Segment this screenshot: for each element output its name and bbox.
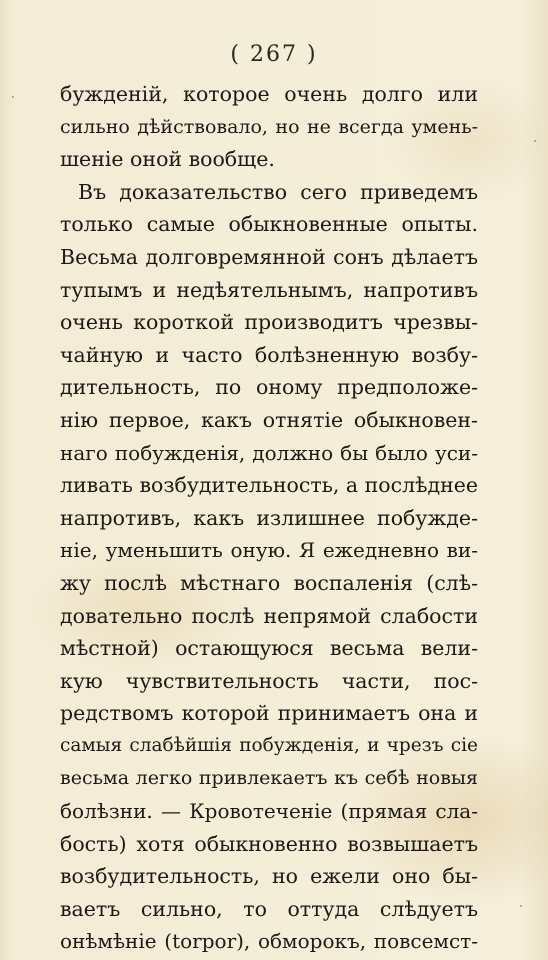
paragraph-2	[60, 176, 478, 958]
text-line: чайную и часто болѣзненную возбу-	[60, 342, 478, 367]
paper-speck	[534, 140, 536, 142]
text-line: ніе, уменьшить оную. Я ежедневно ви-	[60, 538, 478, 563]
text-line: только самые обыкновенные опыты.	[60, 212, 478, 237]
paper-speck	[520, 905, 522, 907]
text-line: самыя слабѣйшія побужденія, и чрезъ сіе	[60, 734, 478, 756]
text-line: мѣстной) остающуюся весьма вели-	[60, 636, 478, 661]
text-line: наго побужденія, должно бы было уси-	[60, 440, 478, 465]
page-number: ( 267 )	[230, 42, 318, 67]
text-line: дительность, по оному предположе-	[60, 375, 478, 400]
text-line: возбудительность, но ежели оно бы-	[60, 864, 478, 889]
paper-speck	[12, 96, 14, 98]
text-line: шеніе оной вообще.	[60, 147, 275, 172]
text-line: очень короткой производитъ чрезвы-	[60, 310, 478, 335]
text-line: довательно послѣ непрямой слабости	[60, 603, 478, 628]
text-line: Весьма долговремянной сонъ дѣлаетъ	[60, 244, 478, 269]
text-line: болѣзни. — Кровотеченіе (прямая сла-	[60, 799, 478, 824]
text-line: тупымъ и недѣятельнымъ, напротивъ	[60, 277, 478, 302]
text-line: редствомъ которой принимаетъ она и	[60, 701, 478, 726]
text-line: ваетъ сильно, то оттуда слѣдуетъ	[60, 896, 478, 921]
text-line: Въ доказательство сего приведемъ	[78, 179, 478, 204]
page-text	[60, 78, 478, 958]
text-line: жу послѣ мѣстнаго воспаленія (слѣ-	[60, 570, 478, 595]
text-line: кую чувствительность части, пос-	[60, 668, 478, 693]
text-line: сильно дѣйствовало, но не всегда умень-	[60, 115, 478, 138]
text-line: ливать возбудительность, а послѣднее	[60, 473, 479, 498]
text-line: бость) хотя обыкновенно возвышаетъ	[60, 831, 478, 856]
text-line: напротивъ, какъ излишнее побужде-	[60, 505, 478, 530]
text-line: бужденій, которое очень долго или	[60, 82, 478, 106]
paragraph-1	[60, 78, 478, 176]
text-line: весьма легко привлекаетъ къ себѣ новыя	[60, 767, 478, 790]
text-line: нію первое, какъ отнятіе обыкновен-	[60, 407, 478, 432]
text-line: онѣмѣніе (torpor), обморокъ, повсемст-	[60, 929, 478, 954]
